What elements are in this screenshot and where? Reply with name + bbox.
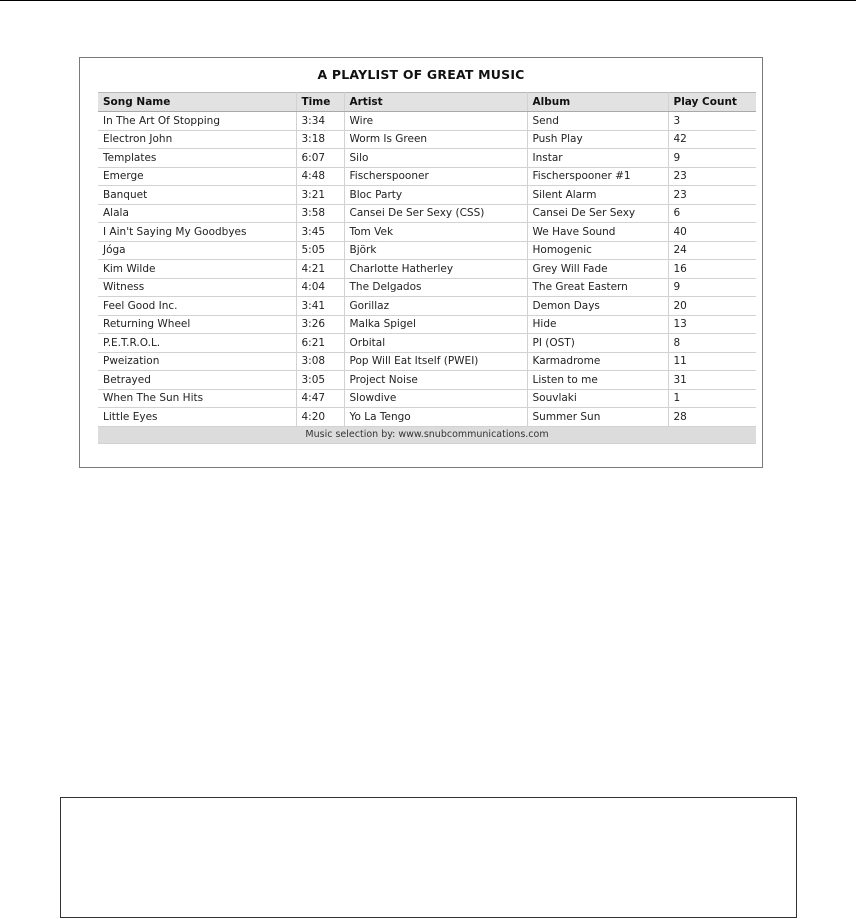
song-name-cell: Templates — [98, 149, 296, 168]
column-header-play-count: Play Count — [668, 93, 756, 112]
play-count-cell: 8 — [668, 334, 756, 353]
song-name-cell: Electron John — [98, 130, 296, 149]
play-count-cell: 11 — [668, 352, 756, 371]
play-count-cell: 3 — [668, 112, 756, 131]
play-count-cell: 9 — [668, 149, 756, 168]
footer-row — [98, 426, 756, 443]
song-name-cell: Emerge — [98, 167, 296, 186]
time-cell: 3:18 — [296, 130, 344, 149]
album-cell: Demon Days — [527, 297, 668, 316]
page-top-rule — [0, 0, 856, 1]
song-name-cell: Alala — [98, 204, 296, 223]
song-name-cell: Returning Wheel — [98, 315, 296, 334]
artist-cell: Tom Vek — [344, 223, 527, 242]
play-count-cell: 42 — [668, 130, 756, 149]
play-count-cell: 23 — [668, 186, 756, 205]
column-header-artist: Artist — [344, 93, 527, 112]
album-cell: Karmadrome — [527, 352, 668, 371]
time-cell: 4:21 — [296, 260, 344, 279]
song-name-cell: In The Art Of Stopping — [98, 112, 296, 131]
playlist-figure — [79, 57, 763, 468]
artist-cell: Bloc Party — [344, 186, 527, 205]
table-row — [98, 389, 756, 408]
artist-cell: Pop Will Eat Itself (PWEI) — [344, 352, 527, 371]
artist-cell: Charlotte Hatherley — [344, 260, 527, 279]
artist-cell: Slowdive — [344, 389, 527, 408]
play-count-cell: 31 — [668, 371, 756, 390]
play-count-cell: 23 — [668, 167, 756, 186]
table-row — [98, 278, 756, 297]
album-cell: Homogenic — [527, 241, 668, 260]
album-cell: Summer Sun — [527, 408, 668, 427]
time-cell: 3:21 — [296, 186, 344, 205]
time-cell: 4:48 — [296, 167, 344, 186]
song-name-cell: P.E.T.R.O.L. — [98, 334, 296, 353]
table-row — [98, 334, 756, 353]
time-cell: 3:45 — [296, 223, 344, 242]
song-name-cell: Jóga — [98, 241, 296, 260]
play-count-cell: 40 — [668, 223, 756, 242]
album-cell: Push Play — [527, 130, 668, 149]
table-row — [98, 204, 756, 223]
album-cell: Souvlaki — [527, 389, 668, 408]
artist-cell: Wire — [344, 112, 527, 131]
artist-cell: Yo La Tengo — [344, 408, 527, 427]
song-name-cell: Feel Good Inc. — [98, 297, 296, 316]
play-count-cell: 20 — [668, 297, 756, 316]
song-name-cell: Betrayed — [98, 371, 296, 390]
table-row — [98, 167, 756, 186]
playlist-table — [98, 92, 756, 444]
album-cell: Listen to me — [527, 371, 668, 390]
album-cell: Grey Will Fade — [527, 260, 668, 279]
table-row — [98, 223, 756, 242]
play-count-cell: 13 — [668, 315, 756, 334]
table-row — [98, 241, 756, 260]
time-cell: 3:58 — [296, 204, 344, 223]
play-count-cell: 9 — [668, 278, 756, 297]
time-cell: 3:34 — [296, 112, 344, 131]
artist-cell: Malka Spigel — [344, 315, 527, 334]
time-cell: 3:41 — [296, 297, 344, 316]
table-row — [98, 149, 756, 168]
time-cell: 6:07 — [296, 149, 344, 168]
table-row — [98, 297, 756, 316]
album-cell: PI (OST) — [527, 334, 668, 353]
time-cell: 4:20 — [296, 408, 344, 427]
play-count-cell: 6 — [668, 204, 756, 223]
song-name-cell: Witness — [98, 278, 296, 297]
play-count-cell: 1 — [668, 389, 756, 408]
time-cell: 3:08 — [296, 352, 344, 371]
artist-cell: Björk — [344, 241, 527, 260]
album-cell: Cansei De Ser Sexy — [527, 204, 668, 223]
column-header-time: Time — [296, 93, 344, 112]
artist-cell: Gorillaz — [344, 297, 527, 316]
artist-cell: Project Noise — [344, 371, 527, 390]
song-name-cell: I Ain't Saying My Goodbyes — [98, 223, 296, 242]
album-cell: Send — [527, 112, 668, 131]
album-cell: Silent Alarm — [527, 186, 668, 205]
play-count-cell: 28 — [668, 408, 756, 427]
table-row — [98, 260, 756, 279]
song-name-cell: When The Sun Hits — [98, 389, 296, 408]
time-cell: 4:47 — [296, 389, 344, 408]
artist-cell: The Delgados — [344, 278, 527, 297]
song-name-cell: Banquet — [98, 186, 296, 205]
album-cell: Instar — [527, 149, 668, 168]
table-row — [98, 352, 756, 371]
table-row — [98, 186, 756, 205]
header-row — [98, 93, 756, 112]
table-row — [98, 408, 756, 427]
song-name-cell: Little Eyes — [98, 408, 296, 427]
time-cell: 3:05 — [296, 371, 344, 390]
play-count-cell: 24 — [668, 241, 756, 260]
artist-cell: Worm Is Green — [344, 130, 527, 149]
artist-cell: Fischerspooner — [344, 167, 527, 186]
play-count-cell: 16 — [668, 260, 756, 279]
column-header-album: Album — [527, 93, 668, 112]
album-cell: The Great Eastern — [527, 278, 668, 297]
table-row — [98, 315, 756, 334]
album-cell: We Have Sound — [527, 223, 668, 242]
album-cell: Hide — [527, 315, 668, 334]
time-cell: 3:26 — [296, 315, 344, 334]
column-header-song-name: Song Name — [98, 93, 296, 112]
time-cell: 6:21 — [296, 334, 344, 353]
table-title: A PLAYLIST OF GREAT MUSIC — [317, 67, 525, 82]
table-footer-credit: Music selection by: www.snubcommunications.com — [98, 426, 756, 443]
table-row — [98, 371, 756, 390]
album-cell: Fischerspooner #1 — [527, 167, 668, 186]
artist-cell: Silo — [344, 149, 527, 168]
time-cell: 4:04 — [296, 278, 344, 297]
artist-cell: Cansei De Ser Sexy (CSS) — [344, 204, 527, 223]
table-row — [98, 130, 756, 149]
empty-answer-box — [60, 797, 797, 918]
song-name-cell: Pweization — [98, 352, 296, 371]
time-cell: 5:05 — [296, 241, 344, 260]
table-row — [98, 112, 756, 131]
playlist-body — [98, 112, 756, 427]
artist-cell: Orbital — [344, 334, 527, 353]
song-name-cell: Kim Wilde — [98, 260, 296, 279]
